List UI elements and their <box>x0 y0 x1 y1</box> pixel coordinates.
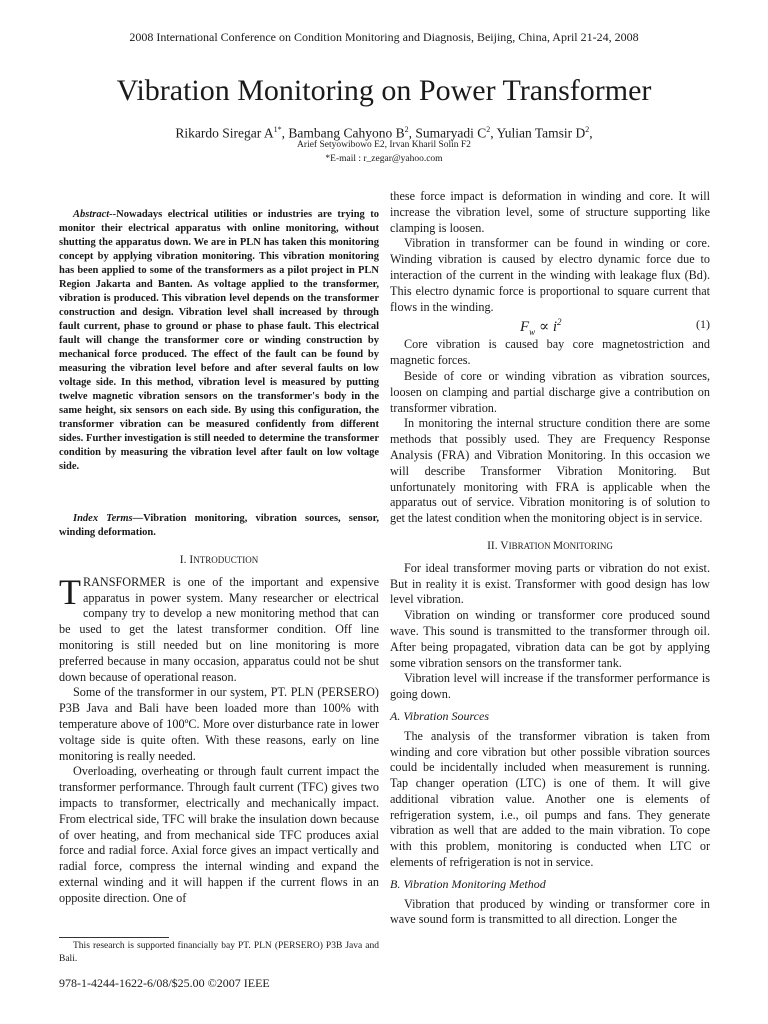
abstract-label: Abstract-- <box>73 209 117 220</box>
equation-formula: $F_w \propto i^2$ <box>520 317 562 338</box>
abstract-text: Nowadays electrical utilities or industries are trying to monitor their electrical apparatus with online monitoring, without shutting the apparatus down. We are in PLN has taken this monitoring concept by applying vibration monitoring. This vibration monitoring has been applied to some of the transformers as a pilot project in PLN Region Jakarta and Banten. As voltage applied to the transformer, vibration is produced. This vibration level depends on the transformer construction and design. Vibration level shall increased by through fault current, phase to ground or phase to phase fault. This electrical fault will change the transformer core or winding construction by mechanical force produced. The effect of the fault can be found by measuring the vibration level before and after several faults on low voltage side. In this method, vibration level is measured by putting twelve magnetic vibration sensors on the transformer's body in the same height, six sensors on each side. By using this configuration, the transformer vibration can be measured confidently from different sides. Further investigation is still needed to determine the transformer condition by measuring the vibration level after fault on low voltage side. <box>59 209 379 472</box>
conference-header: 2008 International Conference on Condition Monitoring and Diagnosis, Beijing, China, April 21-24, 2008 <box>129 30 639 44</box>
right-paragraph-0: these force impact is deformation in winding and core. It will increase the vibration level, some of structure supporting like clamping is loosen. <box>390 189 710 235</box>
paper-title: Vibration Monitoring on Power Transformer <box>116 74 652 107</box>
right-paragraph-6: Vibration on winding or transformer core produced sound wave. This sound is transmitted to the transformer through oil. After being propagated, vibration data can be got by applying some vibration sensors on the transformer tank. <box>390 608 710 670</box>
subsection-heading-a: A. Vibration Sources <box>390 708 489 723</box>
intro-paragraph-3: Overloading, overheating or through fault current impact the transformer performance. Through fault current (TFC) gives two impacts to transformer, electrically and mechanically impact. From electrical side, TFC will brake the insulation down because of over heating, and from mechanical side TFC produces axial force and radial force. Axial force gives an impact vertically and radial force, compress the internal winding and expand the external winding and it will happen if the current flows in an opposite direction. One of <box>59 764 379 905</box>
section-heading-vibration-monitoring: II. VIBRATION MONITORING <box>487 539 613 552</box>
authors-line: Rikardo Siregar $A^{1*}$, Bambang Cahyono $B^2$, Sumaryadi $C^2$, Yulian Tamsir $D^2$, <box>175 125 593 141</box>
equation-1 <box>390 315 710 337</box>
right-paragraph-7: Vibration level will increase if the transformer performance is going down. <box>390 671 710 702</box>
intro-paragraph-1: TRANSFORMER is one of the important and expensive apparatus in power system. Many researcher or electrical company try to develop a new monitoring method that can be used to get the latest transformer condition. Off line monitoring is still needed but on line monitoring is more preferred because in many occasion, apparatus could not be shut down because of operational reason. <box>59 571 379 684</box>
right-paragraph-2: Core vibration is caused bay core magnetostriction and magnetic forces. <box>390 337 710 368</box>
drop-cap: T <box>59 571 81 612</box>
right-column <box>390 189 710 928</box>
right-paragraph-8: The analysis of the transformer vibration is taken from winding and core vibration but other possible vibration sources could be incidentally included when measurement is running. Tap changer operation (LTC) is one of them. It will give additional vibration value. Another one is elements of refrigeration system, i.e., oil pumps and fans. They generate vibration as well that are added to the main vibration. To cope with this problem, monitoring is conducted when LTC or elements of refrigeration is not in service. <box>390 728 710 870</box>
isbn-copyright: 978-1-4244-1622-6/08/$25.00 ©2007 IEEE <box>59 976 270 990</box>
intro-paragraph-2: Some of the transformer in our system, PT. PLN (PERSERO) P3B Java and Bali have been loaded more than 100% with temperature above of 100ºC. More over disturbance rate in lower voltage side is quite often. With these reasons, early on line monitoring is really needed. <box>59 685 379 763</box>
footnote: This research is supported financially bay PT. PLN (PERSERO) P3B Java and Bali. <box>59 941 379 964</box>
index-terms-label: Index Terms <box>73 513 133 524</box>
right-paragraph-3: Beside of core or winding vibration as vibration sources, loosen on clamping and partial discharge give a contribution on transformer vibration. <box>390 368 710 415</box>
section-heading-introduction: I. INTRODUCTION <box>179 554 259 566</box>
abstract <box>59 208 379 474</box>
left-column <box>59 553 379 907</box>
footnote-rule <box>59 937 169 938</box>
equation-number: (1) <box>696 317 710 332</box>
index-terms <box>59 512 379 540</box>
author-email: *E-mail : r_zegar@yahoo.com <box>325 154 443 164</box>
right-paragraph-4: In monitoring the internal structure condition there are some methods that possibly used. They are Frequency Response Analysis (FRA) and Vibration Monitoring. In this occasion we will describe Transformer Vibration Monitoring. But unfortunately monitoring with FRA is applicable when the apparatus out of service. Vibration monitoring is of solution to get the latest condition when the monitoring object is in service. <box>390 416 710 526</box>
right-paragraph-9: Vibration that produced by winding or transformer core in wave sound form is transmitted to all direction. Longer the <box>390 896 710 927</box>
authors-line-2: Arief Setyowibowo E2, Irvan Kharil Solin F2 <box>297 140 471 150</box>
right-paragraph-1: Vibration in transformer can be found in winding or core. Winding vibration is caused by electro dynamic force due to interaction of the current in the winding with leakage flux (Bd). This electro dynamic force is proportional to square current that flows in the winding. <box>390 236 710 314</box>
index-terms-text: —Vibration monitoring, vibration sources, sensor, winding deformation. <box>59 513 380 538</box>
subsection-heading-b: B. Vibration Monitoring Method <box>390 876 546 891</box>
right-paragraph-5: For ideal transformer moving parts or vibration do not exist. But in reality it is exist. Transformer with good design has low level vibration. <box>390 560 710 607</box>
